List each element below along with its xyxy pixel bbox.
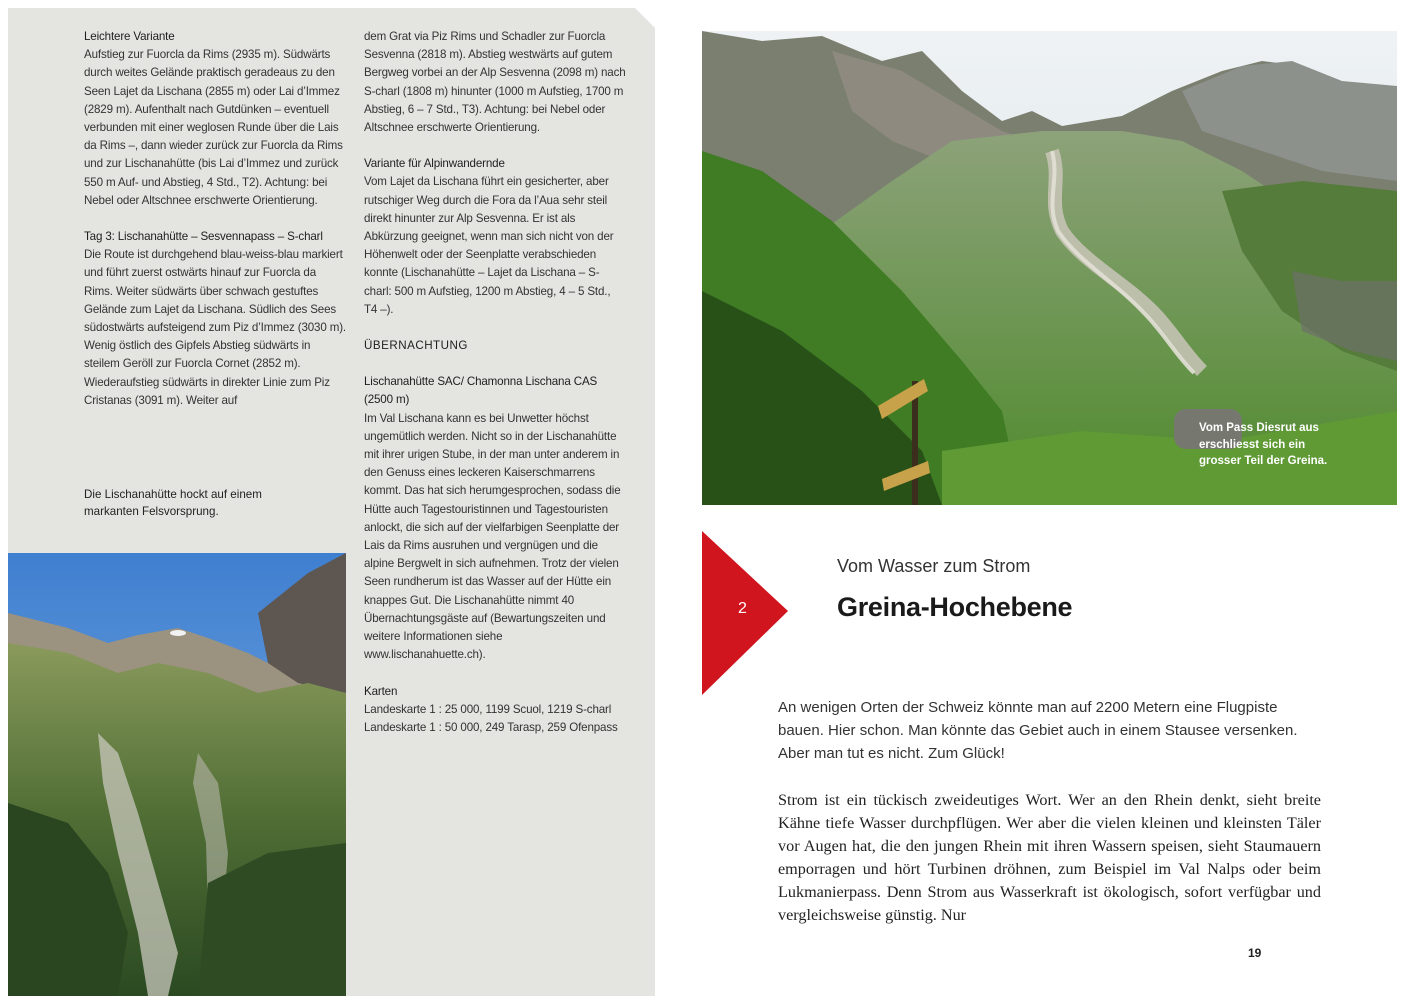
text-lischanahuette: Im Val Lischana kann es bei Unwetter höchst ungemütlich werden. Nicht so in der Lischanahütte mit ihrer urigen Stube, in der man unter anderem in den Genuss eines leckeren Kaiserschmarrens kommt. Das hat sich herumgesprochen, sodass die Hütte auch Tagestouristinnen und Tagestouristen anlockt, die sich auf der vielfarbigen Seenplatte der Lais da Rims ausruhen und vergnügen und die alpine Bergwelt in sich aufnehmen. Trotz der vielen Seen rundherum ist das Wasser auf der Hütte ein knappes Gut. Die Lischanahütte nimmt 40 Übernachtungsgäste auf (Bewartungszeiten und weitere Informationen siehe www.lischanahuette.ch). <box>364 411 621 662</box>
mountain-photo-left <box>8 553 346 996</box>
body-text <box>778 789 1321 927</box>
route-number: 2 <box>738 600 747 617</box>
left-text-column-2 <box>364 28 626 737</box>
photo-caption-greina: Vom Pass Diesrut aus erschliesst sich ein grosser Teil der Greina. <box>1199 422 1328 467</box>
text-leichtere-variante: Aufstieg zur Fuorcla da Rims (2935 m). Südwärts durch weites Gelände praktisch geradeaus zu den Seen Lajet da Lischana (2855 m) oder Lai d’Immez (2829 m). Aufenthalt nach Gutdünken – eventuell verbunden mit einer weglosen Runde über die Lais da Rims –, dann wieder zurück zur Fuorcla da Rims und zur Lischanahütte (bis Lai d’Immez und zurück 550 m Auf- und Abstieg, 4 Std., T2). Achtung: bei Nebel oder Altschnee erschwerte Orientierung. <box>84 48 343 207</box>
text-tag-3: Die Route ist durchgehend blau-weiss-blau markiert und führt zuerst ostwärts hinauf zur Fuorcla da Rims. Weiter südwärts über schwach gestuftes Gelände zum Lajet da Lischana. Südlich des Sees südostwärts aufsteigend zum Piz d’Immez (3030 m). Wenig östlich des Gipfels Abstieg südwärts in steilem Geröll zur Fuorcla Cornet (2852 m). Wiederaufstieg südwärts in direkter Linie zum Piz Cristanas (3091 m). Weiter auf <box>84 248 346 407</box>
text-variante-alpinwandernde: Vom Lajet da Lischana führt ein gesicherter, aber rutschiger Weg durch die Fora da l’Aua sehr steil direkt hinunter zur Alp Sesvenna. Er ist als Abkürzung geeignet, wenn man sich nicht von der Höhenwelt oder der Seenplatte verabschieden konnte (Lischanahütte – Lajet da Lischana – S-charl: 500 m Aufstieg, 1200 m Abstieg, 4 – 5 Std., T4 –). <box>364 175 614 316</box>
chapter-title: Greina-Hochebene <box>837 592 1073 622</box>
lead-paragraph: An wenigen Orten der Schweiz könnte man auf 2200 Metern eine Flugpiste bauen. Hier schon. Man könnte das Gebiet auch in einem Stausee versenken. Aber man tut es nicht. Zum Glück! <box>778 699 1298 762</box>
text-karten: Landeskarte 1 : 25 000, 1199 Scuol, 1219 S-charl Landeskarte 1 : 50 000, 249 Tarasp, 259 Ofenpass <box>364 702 618 734</box>
photo-caption-lischanahuette: Die Lischanahütte hockt auf einem markanten Felsvorsprung. <box>84 488 262 518</box>
heading-tag-3: Tag 3: Lischanahütte – Sesvennapass – S-charl <box>84 230 323 244</box>
heading-variante-alpinwandernde: Variante für Alpinwandernde <box>364 157 505 171</box>
page-number: 19 <box>1248 946 1262 960</box>
body-paragraph: Strom ist ein tückisch zweideutiges Wort. Wer an den Rhein denkt, sieht breite Kähne tiefe Wasser durchpflügen. Wer aber die vielen kleinen und kleinsten Täler vor Augen hat, die den jungen Rhein mit ihren Wassern speisen, sieht Staumauern emporragen und hört Turbinen dröhnen, zum Beispiel im Val Nalps oder beim Lukmanierpass. Denn Strom aus Wasserkraft ist ökologisch, sofort verfügbar und vergleichsweise günstig. Nur <box>778 791 1321 924</box>
text-continuation: dem Grat via Piz Rims und Schadler zur Fuorcla Sesvenna (2818 m). Abstieg westwärts auf gutem Bergweg vorbei an der Alp Sesvenna (2098 m) nach S-charl (1808 m) hinunter (1000 m Aufstieg, 1700 m Abstieg, 6 – 7 Std., T3). Achtung: bei Nebel oder Altschnee erschwerte Orientierung. <box>364 30 626 135</box>
chapter-subtitle: Vom Wasser zum Strom <box>837 556 1031 576</box>
heading-leichtere-variante: Leichtere Variante <box>84 30 175 43</box>
heading-lischanahuette: Lischanahütte SAC/ Chamonna Lischana CAS (2500 m) <box>364 375 598 407</box>
photo-lischana-mountains <box>8 553 346 996</box>
section-uebernachtung: ÜBERNACHTUNG <box>364 339 468 353</box>
heading-karten: Karten <box>364 684 398 698</box>
left-text-column-1 <box>84 28 346 410</box>
